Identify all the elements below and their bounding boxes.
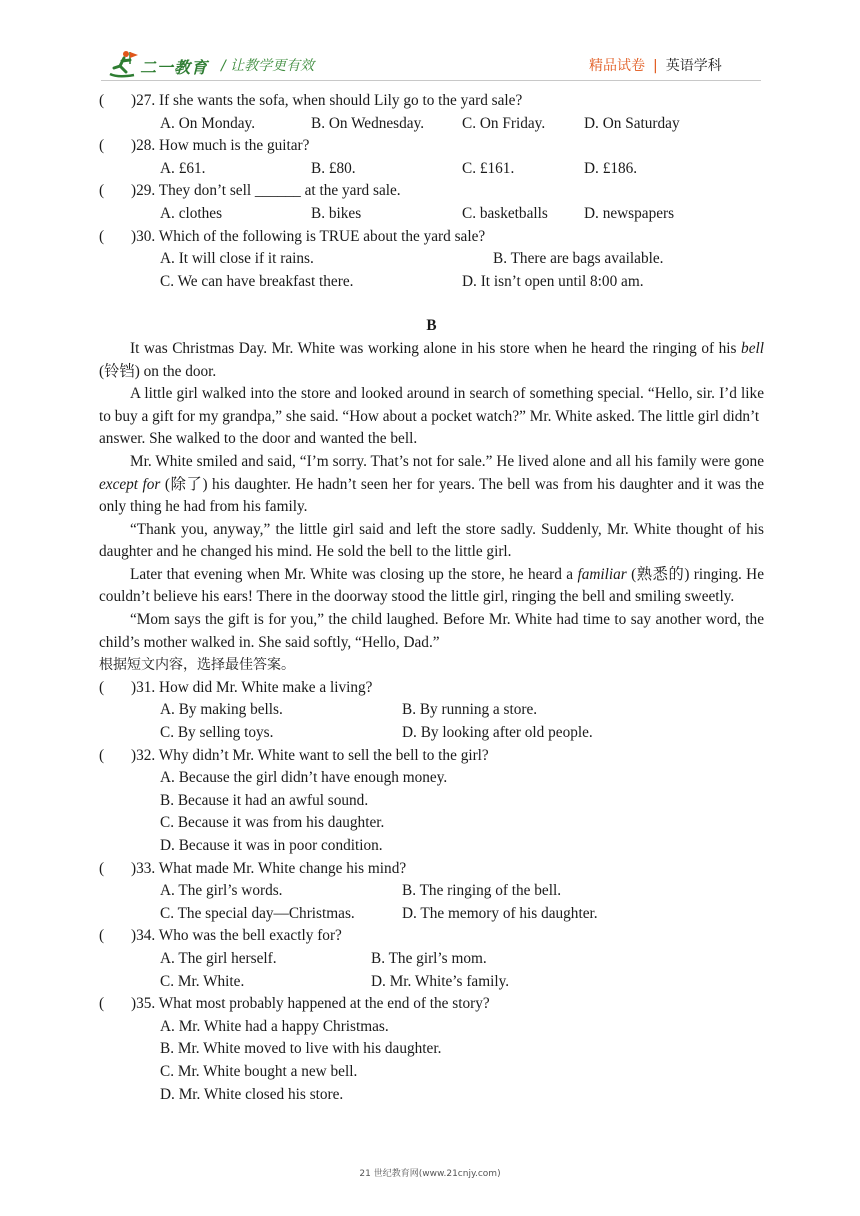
option-row	[99, 248, 764, 271]
questions-section-a	[99, 90, 764, 293]
question-stem	[99, 90, 764, 113]
answer-option[interactable]: B. The ringing of the bell.	[402, 882, 562, 900]
question-stem	[99, 135, 764, 158]
question-stem	[99, 677, 764, 700]
answer-blank[interactable]: (	[99, 227, 105, 245]
option-row	[99, 158, 764, 181]
answer-blank[interactable]: (	[99, 92, 105, 109]
section-b-title: B	[426, 317, 437, 335]
answer-option[interactable]: D. Because it was in poor condition.	[160, 837, 383, 854]
answer-option[interactable]: A. The girl’s words.	[160, 882, 283, 900]
answer-option[interactable]: B. Mr. White moved to live with his daughter.	[160, 1040, 442, 1058]
logo-text: 二一教育	[140, 58, 209, 77]
answer-option[interactable]: B. By running a store.	[402, 701, 538, 719]
answer-option[interactable]: B. £80.	[311, 159, 356, 177]
question-text: )34. Who was the bell exactly for?	[131, 927, 342, 945]
header-rule	[101, 80, 761, 81]
question-text: )35. What most probably happened at the end of the story?	[131, 995, 490, 1013]
option-row	[99, 1084, 764, 1107]
question-text: )31. How did Mr. White make a living?	[131, 678, 373, 696]
question-stem	[99, 180, 764, 203]
option-row	[99, 1038, 764, 1061]
answer-option[interactable]: A. clothes	[160, 204, 223, 222]
instruction-text: 根据短文内容，选择最佳答案。	[99, 657, 295, 674]
answer-option[interactable]: D. By looking after old people.	[402, 724, 593, 742]
answer-blank[interactable]: (	[99, 927, 105, 945]
question-text: )33. What made Mr. White change his mind?	[131, 859, 407, 877]
answer-option[interactable]: D. newspapers	[584, 204, 675, 222]
passage-paragraph-1: It was Christmas Day. Mr. White was working alone in his store when he heard the ringing of his bell (铃铛) on the door.	[99, 339, 764, 380]
answer-blank[interactable]: (	[99, 746, 105, 764]
answer-option[interactable]: A. It will close if it rains.	[160, 250, 314, 268]
answer-option[interactable]: D. The memory of his daughter.	[402, 904, 598, 922]
option-row	[99, 790, 764, 813]
header-separator: |	[653, 58, 658, 74]
answer-blank[interactable]: (	[99, 678, 105, 696]
subject-label: 英语学科	[665, 58, 722, 74]
option-row	[99, 699, 764, 722]
answer-option[interactable]: A. On Monday.	[160, 114, 256, 132]
option-row	[99, 835, 764, 858]
exam-content	[99, 90, 764, 1106]
option-row	[99, 203, 764, 226]
passage-paragraph-6: “Mom says the gift is for you,” the child laughed. Before Mr. White had time to say another word, the child’s mother walked in. She said softly, “Hello, Dad.”	[99, 611, 764, 651]
passage-paragraph-2: A little girl walked into the store and looked around in search of something special. “Hello, sir. I’d like to buy a gift for my grandpa,” she said. “How about a pocket watch?” Mr. White asked. The little girl didn’t	[99, 385, 764, 425]
answer-option[interactable]: A. Because the girl didn’t have enough money.	[160, 769, 448, 787]
header-right	[589, 55, 722, 75]
answer-option[interactable]: C. On Friday.	[462, 114, 546, 132]
option-row	[99, 948, 764, 971]
option-row	[99, 903, 764, 926]
answer-option[interactable]: D. £186.	[584, 159, 638, 177]
answer-option[interactable]: B. On Wednesday.	[311, 114, 425, 132]
answer-option[interactable]: A. £61.	[160, 159, 206, 177]
option-row	[99, 722, 764, 745]
answer-blank[interactable]: (	[99, 182, 105, 200]
answer-blank[interactable]: (	[99, 859, 105, 877]
page-header	[0, 0, 860, 88]
answer-option[interactable]: B. There are bags available.	[493, 250, 664, 268]
question-stem	[99, 993, 764, 1016]
question-text: )29. They don’t sell ______ at the yard sale.	[131, 182, 401, 200]
option-row	[99, 1061, 764, 1084]
answer-option[interactable]: D. On Saturday	[584, 114, 680, 132]
answer-option[interactable]: A. The girl herself.	[160, 949, 277, 967]
option-row	[99, 880, 764, 903]
questions-section-b	[99, 677, 764, 1106]
passage-paragraph-3: Mr. White smiled and said, “I’m sorry. That’s not for sale.” He lived alone and all his family were gone except for (除了) his daughter. He hadn’t seen her for years. The bell was from his daughter and it was the only thing he had from his family.	[99, 452, 764, 516]
passage-paragraph-4: “Thank you, anyway,” the little girl said and left the store sadly. Suddenly, Mr. White thought of his daughter and he changed his mind. He sold the bell to the little girl.	[99, 520, 764, 561]
answer-option[interactable]: D. Mr. White’s family.	[371, 972, 510, 990]
answer-option[interactable]: C. The special day—Christmas.	[160, 904, 355, 922]
page-footer: 21 世纪教育网(www.21cnjy.com)	[359, 1169, 501, 1179]
answer-option[interactable]: A. By making bells.	[160, 701, 283, 719]
question-text: )27. If she wants the sofa, when should Lily go to the yard sale?	[131, 92, 523, 109]
question-text: )28. How much is the guitar?	[131, 137, 310, 155]
option-row	[99, 767, 764, 790]
answer-option[interactable]: A. Mr. White had a happy Christmas.	[160, 1017, 389, 1035]
answer-option[interactable]: B. Because it had an awful sound.	[160, 791, 369, 809]
question-text: )32. Why didn’t Mr. White want to sell the bell to the girl?	[131, 746, 489, 764]
answer-option[interactable]: B. bikes	[311, 204, 362, 222]
option-row	[99, 271, 764, 294]
answer-option[interactable]: C. basketballs	[462, 204, 548, 222]
question-stem	[99, 925, 764, 948]
answer-option[interactable]: C. Because it was from his daughter.	[160, 814, 385, 832]
slogan: / 让教学更有效	[221, 58, 315, 74]
brand-label: 精品试卷	[589, 58, 645, 74]
answer-blank[interactable]: (	[99, 995, 105, 1013]
answer-option[interactable]: C. By selling toys.	[160, 724, 274, 742]
option-row	[99, 113, 764, 136]
answer-option[interactable]: D. Mr. White closed his store.	[160, 1085, 344, 1103]
passage-paragraph-2-continued: answer. She walked to the door and wanted the bell.	[99, 430, 418, 448]
question-stem	[99, 226, 764, 249]
passage-paragraph-5: Later that evening when Mr. White was closing up the store, he heard a familiar (熟悉的) ringing. He couldn’t believe his ears! There in the doorway stood the little girl, ringing the bell and smiling sweetly.	[99, 565, 764, 606]
option-row	[99, 1016, 764, 1039]
question-stem	[99, 858, 764, 881]
answer-blank[interactable]: (	[99, 137, 105, 155]
option-row	[99, 812, 764, 835]
answer-option[interactable]: C. We can have breakfast there.	[160, 272, 354, 290]
answer-option[interactable]: D. It isn’t open until 8:00 am.	[462, 272, 644, 290]
answer-option[interactable]: B. The girl’s mom.	[371, 949, 487, 967]
option-row	[99, 971, 764, 994]
question-stem	[99, 745, 764, 768]
answer-option[interactable]: C. Mr. White.	[160, 972, 245, 990]
answer-option[interactable]: C. Mr. White bought a new bell.	[160, 1062, 358, 1080]
answer-option[interactable]: C. £161.	[462, 159, 515, 177]
question-text: )30. Which of the following is TRUE about the yard sale?	[131, 227, 486, 245]
